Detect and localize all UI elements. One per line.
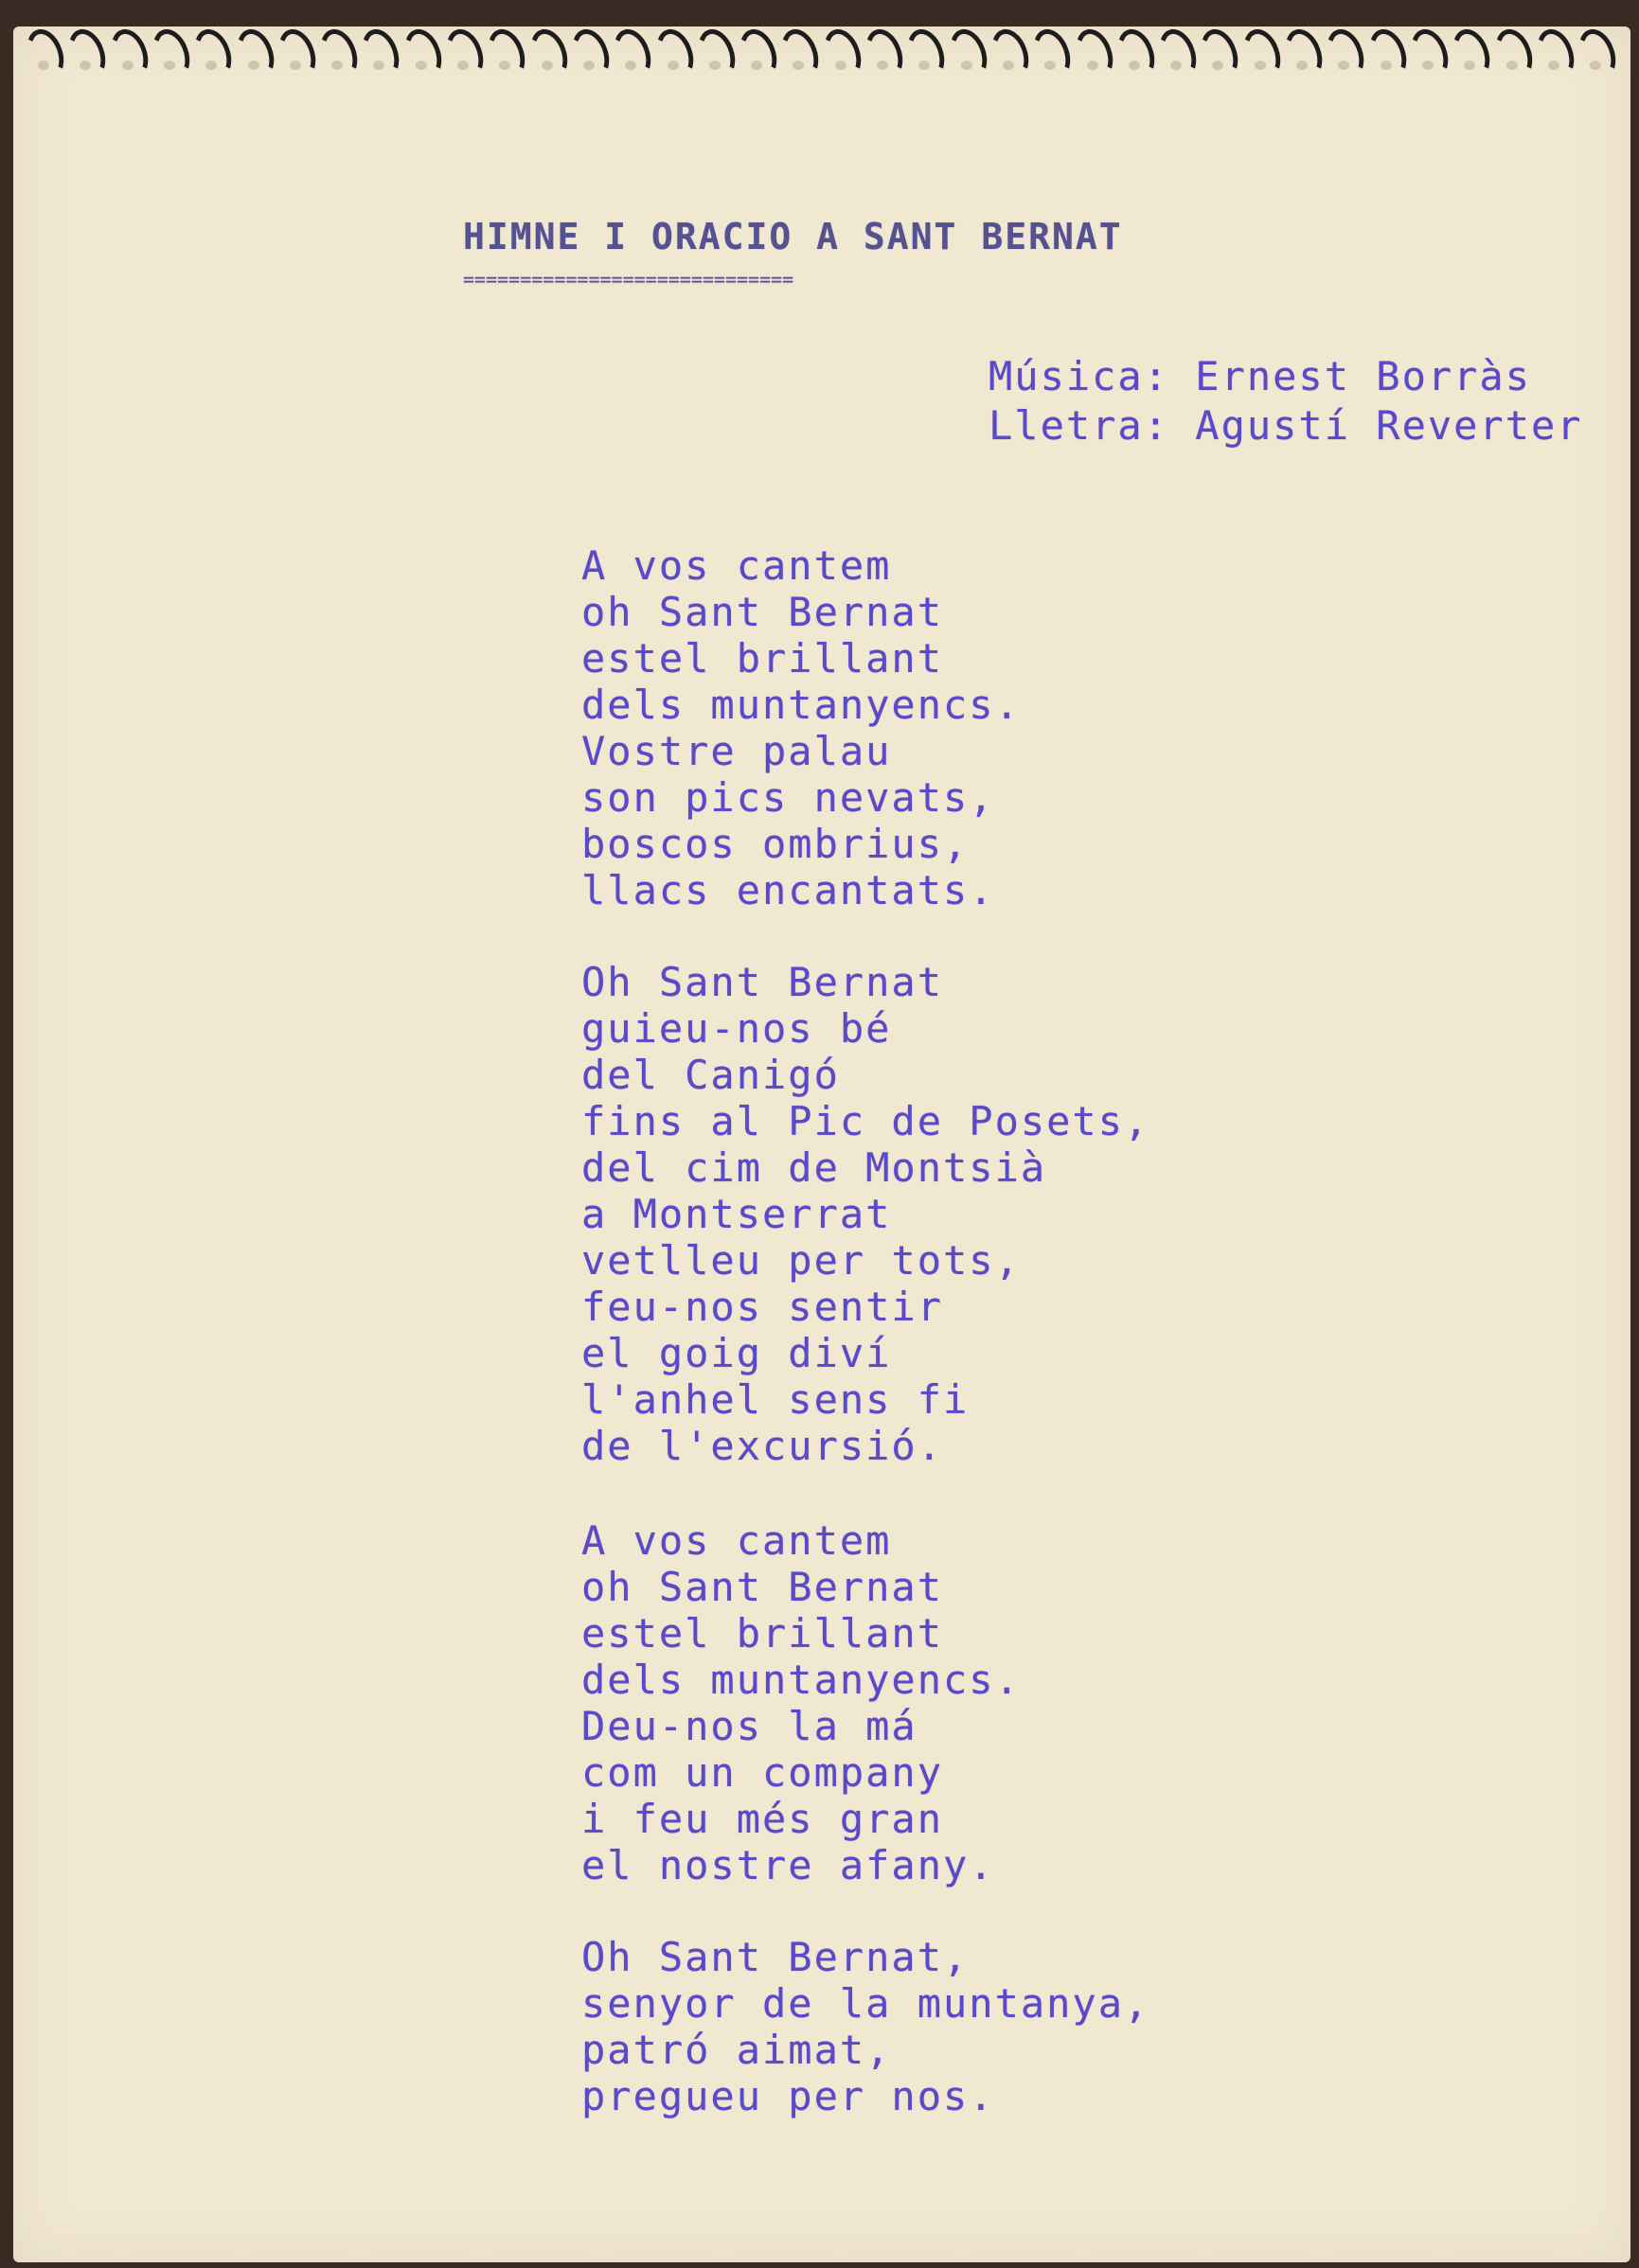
binding-coil [901, 24, 951, 83]
verse-line: el nostre afany. [581, 1842, 995, 1888]
stanza-3 [581, 1517, 1021, 1888]
verse-line: de l'excursió. [581, 1423, 944, 1469]
stanza-2 [581, 959, 1149, 1469]
binding-coil [1363, 24, 1412, 83]
verse-line: feu-nos sentir [581, 1284, 944, 1330]
verse-line: del cim de Montsià [581, 1144, 1047, 1191]
verse-line: Deu-nos la má [581, 1703, 917, 1749]
verse-line: son pics nevats, [581, 774, 995, 821]
binding-coil [1069, 24, 1118, 83]
binding-coil [1488, 24, 1538, 83]
verse-line: estel brillant [581, 1610, 944, 1657]
binding-coil [1321, 24, 1370, 83]
verse-line: senyor de la muntanya, [581, 1980, 1150, 2027]
spiral-binding [0, 0, 1639, 85]
binding-coil [1238, 24, 1287, 83]
binding-coil [1447, 24, 1496, 83]
verse-line: dels muntanyencs. [581, 1657, 1021, 1703]
verse-line: i feu més gran [581, 1796, 944, 1842]
lyrics-credit: Lletra: Agustí Reverter [989, 402, 1583, 449]
verse-line: Vostre palau [581, 728, 892, 774]
page-title: HIMNE I ORACIO A SANT BERNAT [463, 216, 1123, 257]
binding-coil [1405, 24, 1454, 83]
verse-line: A vos cantem [581, 1517, 892, 1564]
binding-coil [104, 24, 153, 83]
binding-coil [734, 24, 783, 83]
binding-coil [566, 24, 615, 83]
verse-line: pregueu per nos. [581, 2073, 995, 2119]
verse-line: guieu-nos bé [581, 1005, 892, 1052]
binding-coil [230, 24, 279, 83]
binding-coil [21, 24, 70, 83]
binding-coil [440, 24, 490, 83]
stanza-1 [581, 542, 1021, 913]
verse-line: boscos ombrius, [581, 821, 970, 867]
binding-coil [650, 24, 699, 83]
binding-coil [62, 24, 112, 83]
verse-line: oh Sant Bernat [581, 1564, 944, 1610]
binding-coil [818, 24, 867, 83]
verse-line: A vos cantem [581, 542, 892, 589]
binding-coil [356, 24, 405, 83]
binding-coil [147, 24, 196, 83]
verse-line: el goig diví [581, 1330, 892, 1376]
binding-coil [1531, 24, 1580, 83]
binding-coil [1027, 24, 1077, 83]
verse-line: fins al Pic de Posets, [581, 1098, 1150, 1144]
stanza-4 [581, 1934, 1149, 2119]
binding-coil [482, 24, 531, 83]
binding-coil [273, 24, 322, 83]
binding-coil [1153, 24, 1203, 83]
verse-line: com un company [581, 1749, 944, 1796]
binding-coil [1195, 24, 1244, 83]
binding-coil [608, 24, 657, 83]
verse-line: a Montserrat [581, 1191, 892, 1237]
binding-coil [399, 24, 448, 83]
verse-line: vetlleu per tots, [581, 1237, 1021, 1284]
binding-coil [314, 24, 364, 83]
title-underline: ============================= [463, 268, 794, 291]
verse-line: llacs encantats. [581, 867, 995, 913]
binding-coil [1573, 24, 1622, 83]
binding-coil [692, 24, 741, 83]
binding-coil [524, 24, 573, 83]
binding-coil [1279, 24, 1328, 83]
verse-line: l'anhel sens fi [581, 1376, 970, 1423]
verse-line: del Canigó [581, 1052, 840, 1098]
verse-line: oh Sant Bernat [581, 589, 944, 635]
verse-line: Oh Sant Bernat [581, 959, 944, 1005]
notebook-page [13, 27, 1630, 2262]
verse-line: Oh Sant Bernat, [581, 1934, 970, 1980]
binding-coil [986, 24, 1035, 83]
binding-coil [860, 24, 909, 83]
verse-line: patró aimat, [581, 2027, 892, 2073]
binding-coil [775, 24, 825, 83]
binding-coil [943, 24, 992, 83]
music-credit: Música: Ernest Borràs [989, 353, 1532, 399]
verse-line: estel brillant [581, 635, 944, 682]
verse-line: dels muntanyencs. [581, 682, 1021, 728]
binding-coil [1112, 24, 1161, 83]
binding-coil [188, 24, 238, 83]
